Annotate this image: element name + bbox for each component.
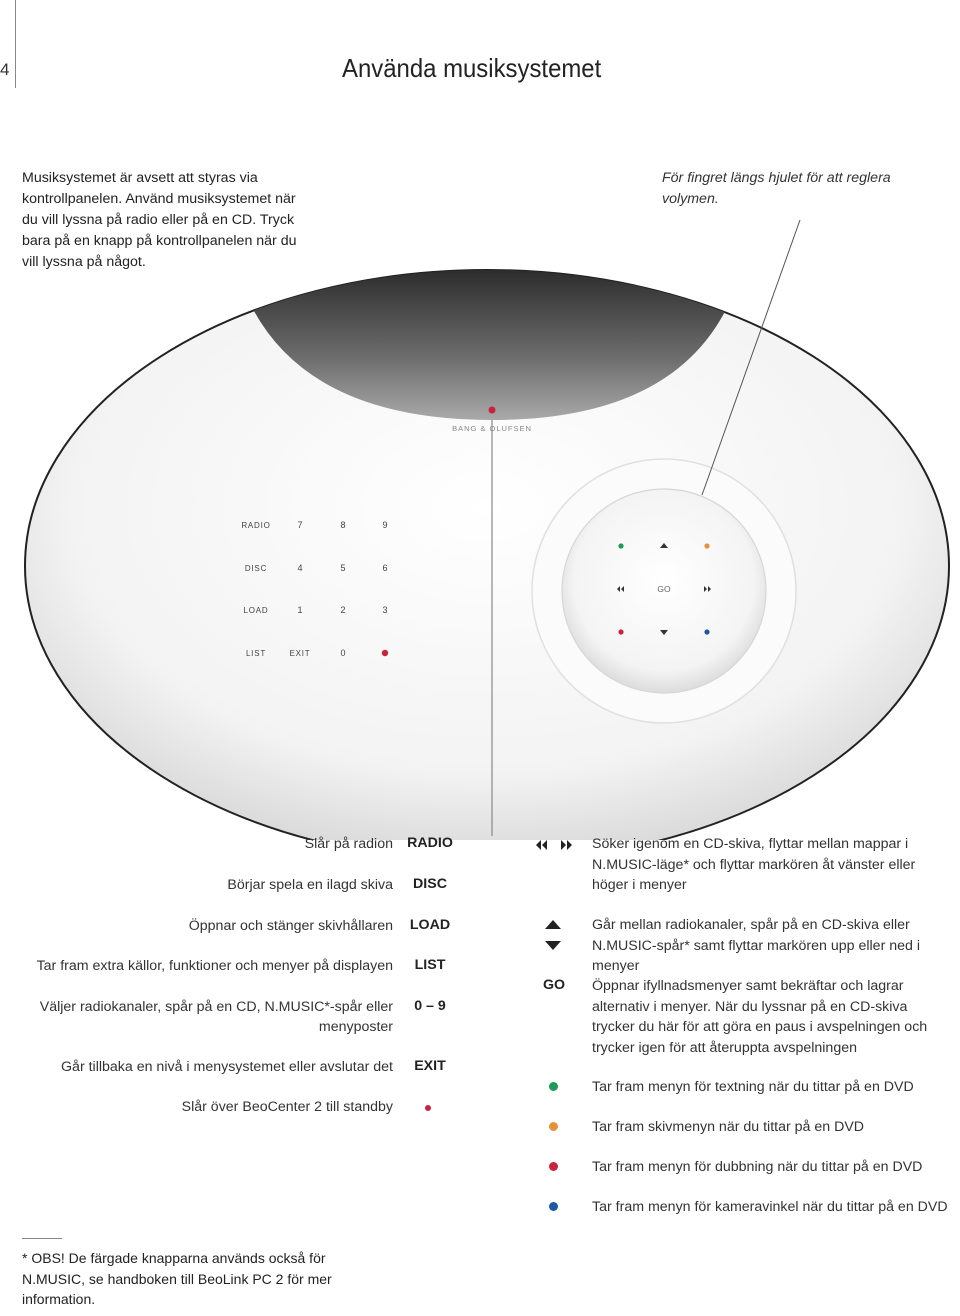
- left-legend-key: EXIT: [414, 1058, 446, 1074]
- step-icons: [534, 838, 574, 852]
- standby-dot-icon: [425, 1105, 431, 1111]
- yellow-desc: Tar fram skivmenyn när du tittar på en DVD: [592, 1119, 865, 1135]
- keypad-key-5[interactable]: 5: [340, 563, 346, 573]
- footnote: * OBS! De färgade knapparna används också för N.MUSIC, se handboken till BeoLink PC 2 för mer information.: [22, 1250, 332, 1307]
- keypad-key-4[interactable]: 4: [297, 563, 303, 573]
- left-legend-desc: Väljer radiokanaler, spår på en CD, N.MUSIC*-spår eller menyposter: [39, 999, 393, 1035]
- left-legend-key: 0 – 9: [414, 998, 446, 1014]
- red-button: [618, 629, 623, 634]
- keypad-key-9[interactable]: 9: [382, 520, 388, 530]
- go-key: GO: [542, 977, 566, 993]
- intro-text: Musiksystemet är avsett att styras via kontrollpanelen. Använd musiksystemet när du vill lyssna på radio eller på en CD. Tryck bara på en knapp på kontrollpanelen när du vill lyssna på något.: [22, 170, 297, 270]
- left-legend-key: LOAD: [409, 917, 451, 933]
- margin-rule: [15, 0, 16, 88]
- left-legend-desc: Går tillbaka en nivå i menysystemet eller avslutar det: [61, 1059, 393, 1075]
- go-desc: Öppnar ifyllnadsmenyer samt bekräftar och lagrar alternativ i menyer. När du lyssnar på en CD-skiva trycker du här för att göra en paus i avspelningen och trycker igen för att återuppta avspelningen: [592, 978, 928, 1056]
- left-legend-desc: Slår över BeoCenter 2 till standby: [181, 1099, 393, 1115]
- control-panel-illustration: [0, 210, 960, 840]
- green-button: [618, 543, 623, 548]
- keypad-key-list[interactable]: LIST: [245, 649, 267, 658]
- green-desc: Tar fram menyn för textning när du tittar på en DVD: [592, 1079, 914, 1095]
- left-legend-desc: Slår på radion: [304, 836, 393, 852]
- left-legend-desc: Öppnar och stänger skivhållaren: [188, 918, 393, 934]
- go-label: GO: [657, 584, 671, 594]
- wheel-note: För fingret längs hjulet för att reglera volymen.: [662, 170, 891, 207]
- red-desc: Tar fram menyn för dubbning när du tittar på en DVD: [592, 1159, 923, 1175]
- keypad-key-2[interactable]: 2: [340, 605, 346, 615]
- keypad-key-radio[interactable]: RADIO: [241, 521, 271, 530]
- keypad-key-disc[interactable]: DISC: [244, 564, 268, 573]
- left-legend-key: RADIO: [407, 835, 453, 851]
- left-legend-key: DISC: [413, 876, 447, 892]
- up-arrow-icon: [544, 918, 562, 930]
- down-arrow-icon: [544, 940, 562, 952]
- updown-desc: Går mellan radiokanaler, spår på en CD-skiva eller N.MUSIC-spår* samt flyttar markören upp eller ned i menyer: [592, 917, 920, 974]
- red-dot-icon: [549, 1162, 558, 1171]
- page-number: 4: [0, 60, 10, 79]
- blue-dot-icon: [549, 1202, 558, 1211]
- blue-desc: Tar fram menyn för kameravinkel när du tittar på en DVD: [592, 1199, 948, 1215]
- keypad-key-8[interactable]: 8: [340, 520, 346, 530]
- left-legend-key: LIST: [414, 957, 446, 973]
- step-desc: Söker igenom en CD-skiva, flyttar mellan mappar i N.MUSIC-läge* och flyttar markören åt vänster eller höger i menyer: [592, 836, 916, 893]
- keypad-key-0[interactable]: 0: [340, 648, 346, 658]
- left-legend-desc: Tar fram extra källor, funktioner och menyer på displayen: [36, 958, 393, 974]
- keypad-key-7[interactable]: 7: [297, 520, 303, 530]
- left-legend-desc: Börjar spela en ilagd skiva: [227, 877, 393, 893]
- footnote-rule: [22, 1238, 62, 1239]
- step-back-icon: [536, 840, 547, 850]
- page-title: Använda musiksystemet: [342, 53, 602, 83]
- brand-logo: BANG & OLUFSEN: [452, 424, 532, 433]
- standby-button[interactable]: [382, 650, 388, 656]
- green-dot-icon: [549, 1082, 558, 1091]
- yellow-button: [704, 543, 709, 548]
- keypad-key-1[interactable]: 1: [297, 605, 303, 615]
- keypad-key-3[interactable]: 3: [382, 605, 388, 615]
- blue-button: [704, 629, 709, 634]
- keypad-key-exit[interactable]: EXIT: [289, 649, 311, 658]
- yellow-dot-icon: [549, 1122, 558, 1131]
- keypad-key-load[interactable]: LOAD: [243, 606, 269, 615]
- step-forward-icon: [561, 840, 572, 850]
- power-indicator-dot: [489, 407, 496, 414]
- keypad-key-6[interactable]: 6: [382, 563, 388, 573]
